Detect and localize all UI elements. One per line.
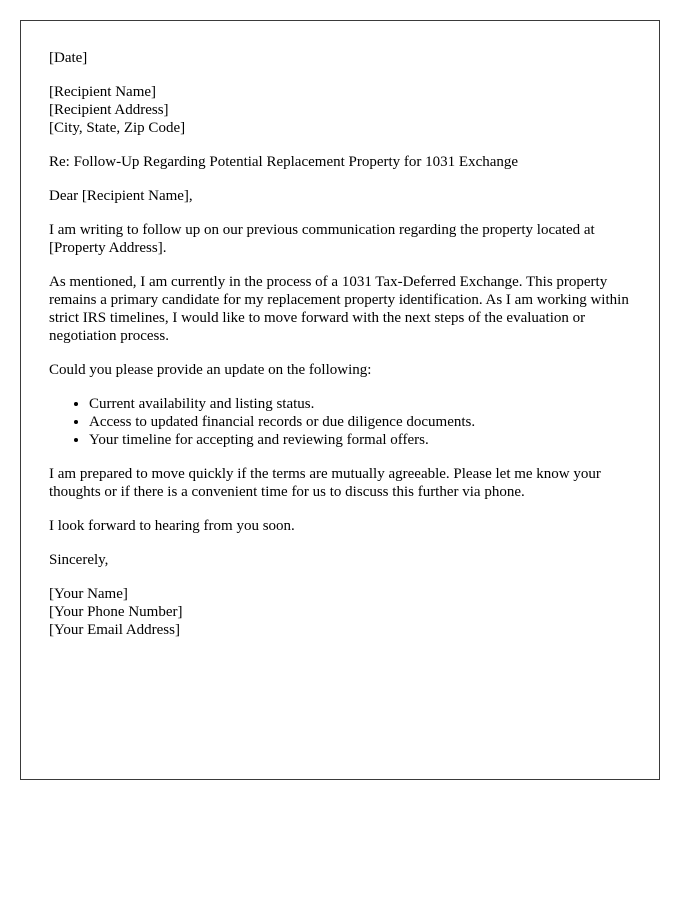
sender-block bbox=[49, 585, 631, 639]
closing: Sincerely, bbox=[49, 552, 109, 568]
sender-email: [Your Email Address] bbox=[49, 622, 180, 638]
list-item: • Current availability and listing status. bbox=[89, 395, 631, 413]
sender-phone: [Your Phone Number] bbox=[49, 604, 183, 620]
list-item: • Your timeline for accepting and reviewing formal offers. bbox=[89, 431, 631, 449]
update-request-list bbox=[49, 395, 631, 449]
salutation: Dear [Recipient Name], bbox=[49, 188, 193, 204]
letter-page bbox=[20, 20, 660, 780]
body-paragraph: I look forward to hearing from you soon. bbox=[49, 518, 295, 534]
body-paragraph: I am writing to follow up on our previous communication regarding the property located at [Property Address]. bbox=[49, 222, 595, 256]
body-paragraph: As mentioned, I am currently in the process of a 1031 Tax-Deferred Exchange. This property remains a primary candidate for my replacement property identification. As I am working within strict IRS timelines, I would like to move forward with the next steps of the evaluation or negotiation process. bbox=[49, 274, 629, 344]
sender-name: [Your Name] bbox=[49, 586, 128, 602]
body-paragraph: I am prepared to move quickly if the terms are mutually agreeable. Please let me know your thoughts or if there is a convenient time for us to discuss this further via phone. bbox=[49, 466, 601, 500]
list-item: • Access to updated financial records or due diligence documents. bbox=[89, 413, 631, 431]
recipient-name: [Recipient Name] bbox=[49, 84, 157, 100]
recipient-address: [Recipient Address] bbox=[49, 102, 169, 118]
letter-date: [Date] bbox=[49, 50, 88, 66]
body-paragraph: Could you please provide an update on the following: bbox=[49, 362, 372, 378]
recipient-block bbox=[49, 83, 631, 137]
subject-line: Re: Follow-Up Regarding Potential Replacement Property for 1031 Exchange bbox=[49, 154, 519, 170]
recipient-city-line: [City, State, Zip Code] bbox=[49, 120, 186, 136]
